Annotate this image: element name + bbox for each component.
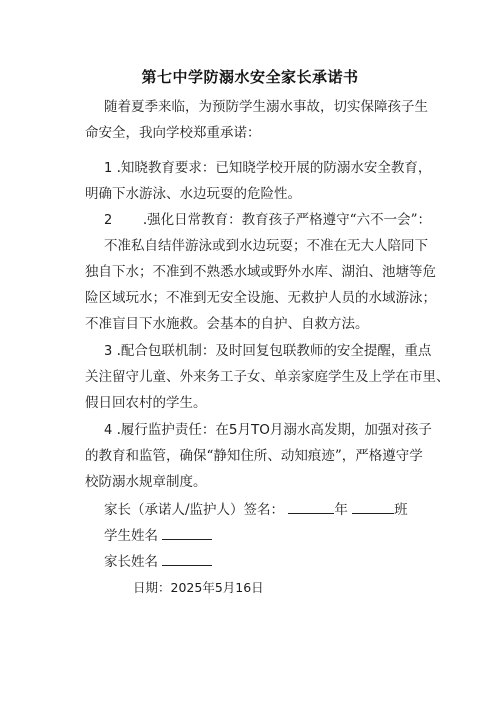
parent-signature-blank[interactable] bbox=[288, 499, 334, 514]
item-4-period: 5月TO月 bbox=[228, 422, 284, 438]
item-2-number: 2 bbox=[104, 213, 113, 228]
item-1-line-2: 明确下水游泳、水边玩耍的危险性。 bbox=[85, 186, 301, 202]
item-3-number: 3 bbox=[104, 344, 113, 359]
item-4-line-2: 的教育和监管，确保“静知住所、动知痕迹”，严格遵守学 bbox=[85, 448, 423, 464]
item-2-line-3: 独自下水；不准到不熟悉水域或野外水库、湖泊、池塘等危 bbox=[85, 264, 436, 280]
item-1-text: .知晓教育要求：已知晓学校开展的防溺水安全教育， bbox=[116, 160, 432, 176]
item-3-line-3: 假日回农村的学生。 bbox=[85, 395, 207, 411]
intro-line-2: 命安全，我向学校郑重承诺： bbox=[85, 125, 261, 141]
class-label: 班 bbox=[394, 502, 408, 518]
date-label: 日期： bbox=[133, 580, 171, 595]
student-name-row bbox=[104, 525, 212, 546]
year-label: 年 bbox=[334, 502, 348, 518]
parent-signature-label: 家长（承诺人/监护人）签名： bbox=[104, 502, 285, 518]
item-4-number: 4 bbox=[104, 423, 113, 438]
item-2-line-5: 不准盲目下水施救。会基本的自护、自救方法。 bbox=[85, 316, 369, 332]
item-4-line-3: 校防溺水规章制度。 bbox=[85, 474, 207, 490]
item-1-number: 1 bbox=[104, 161, 113, 176]
parent-name-label: 家长姓名 bbox=[104, 554, 158, 570]
parent-signature-row bbox=[104, 499, 408, 520]
student-name-label: 学生姓名 bbox=[104, 528, 158, 544]
item-3-line-2: 关注留守儿童、外来务工子女、单亲家庭学生及上学在市里、 bbox=[85, 369, 450, 385]
item-3-line-1 bbox=[104, 341, 431, 362]
student-name-blank[interactable] bbox=[162, 525, 212, 540]
item-4-text-a: .履行监护责任：在 bbox=[116, 422, 229, 438]
page-title: 第七中学防溺水安全家长承诺书 bbox=[141, 68, 359, 86]
item-4-text-c: 溺水高发期，加强对孩子 bbox=[283, 422, 432, 438]
item-3-text: .配合包联机制：及时回复包联教师的安全提醒，重点 bbox=[116, 343, 432, 359]
item-2-line-4: 险区域玩水；不准到无安全设施、无救护人员的水域游泳； bbox=[85, 290, 436, 306]
item-1-line-1 bbox=[104, 158, 431, 179]
class-blank[interactable] bbox=[352, 499, 394, 514]
intro-line-1: 随着夏季来临，为预防学生溺水事故，切实保障孩子生 bbox=[104, 99, 428, 115]
parent-name-row bbox=[104, 551, 212, 572]
parent-name-blank[interactable] bbox=[162, 551, 212, 566]
item-4-line-1 bbox=[104, 420, 432, 441]
date-row bbox=[133, 578, 264, 598]
item-2-text: .强化日常教育：教育孩子严格遵守“六不一会”： bbox=[142, 212, 431, 228]
item-2-line-1 bbox=[104, 210, 431, 231]
item-2-line-2: 不准私自结伴游泳或到水边玩耍；不准在无大人陪同下 bbox=[104, 238, 428, 254]
date-value: 2025年5月16日 bbox=[170, 580, 264, 595]
